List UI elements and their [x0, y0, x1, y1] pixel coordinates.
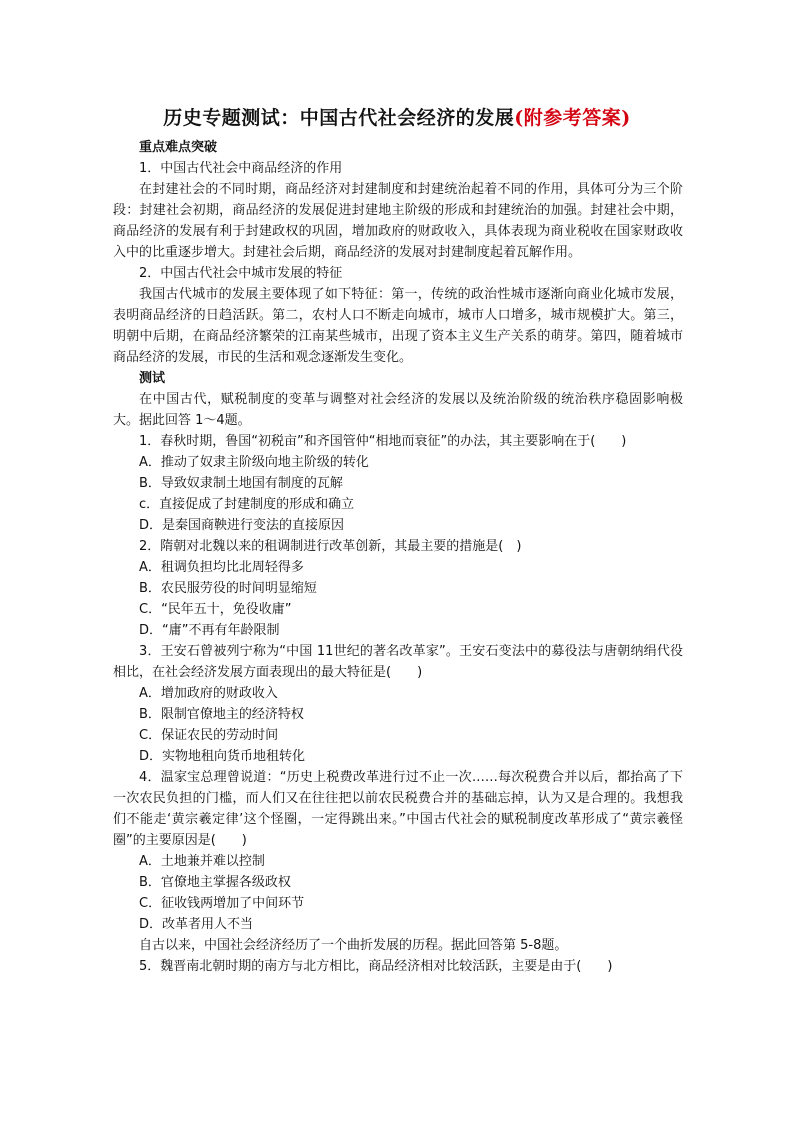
- option-a: A．土地兼并难以控制: [139, 854, 265, 869]
- option-b: B．农民服劳役的时间明显缩短: [139, 581, 317, 596]
- question-1: [113, 431, 683, 536]
- option-c: C．“民年五十，免役收庸”: [139, 602, 292, 617]
- question-stem: 3．王安石曾被列宁称为“中国 11世纪的著名改革家”。王安石变法中的募役法与唐朝纳绢代役相比，在社会经济发展方面表现出的最大特征是( ): [113, 644, 683, 680]
- question-stem: 2．隋朝对北魏以来的租调制进行改革创新，其最主要的措施是( ): [139, 539, 522, 554]
- point2-heading: 2．中国古代社会中城市发展的特征: [139, 266, 343, 281]
- question-group-intro-1: 在中国古代，赋税制度的变革与调整对社会经济的发展以及统治阶级的统治秩序稳固影响极大。据此回答 1～4题。: [113, 392, 683, 428]
- question-4: [113, 767, 683, 935]
- option-b: B．导致奴隶制土地国有制度的瓦解: [139, 476, 343, 491]
- question-group-intro-2: 自古以来，中国社会经济经历了一个曲折发展的历程。据此回答第 5-8题。: [139, 938, 568, 953]
- question-stem: 1．春秋时期，鲁国“初税亩”和齐国管仲“相地而衰征”的办法，其主要影响在于( ): [139, 434, 627, 449]
- option-c: C．征收钱两增加了中间环节: [139, 896, 305, 911]
- question-5-stem: 5．魏晋南北朝时期的南方与北方相比，商品经济相对比较活跃，主要是由于( ): [139, 959, 613, 974]
- point1-paragraph: 在封建社会的不同时期，商品经济对封建制度和封建统治起着不同的作用，具体可分为三个阶段：封建社会初期，商品经济的发展促进封建地主阶级的形成和封建统治的加强。封建社会中期，商品经济的发展有利于封建政权的巩固，增加政府的财政收入，具体表现为商业税收在国家财政收入中的比重逐步增大。封建社会后期，商品经济的发展对封建制度起着瓦解作用。: [113, 182, 683, 260]
- option-d: D．实物地租向货币地租转化: [139, 749, 306, 764]
- option-d: D．改革者用人不当: [139, 917, 254, 932]
- option-a: A．增加政府的财政收入: [139, 686, 278, 701]
- question-stem: 4．温家宝总理曾说道：“历史上税费改革进行过不止一次……每次税费合并以后，都抬高了下一次农民负担的门槛，而人们又在往往把以前农民税费合并的基础忘掉，认为又是合理的。我想我们不能走‘黄宗羲定律’这个怪圈，一定得跳出来。”中国古代社会的赋税制度改革形成了“黄宗羲怪圈”的主要原因是( ): [113, 770, 683, 848]
- document-body: [113, 137, 683, 977]
- question-2: [113, 536, 683, 641]
- section-heading-key-points: 重点难点突破: [139, 140, 218, 155]
- option-d: D．“庸”不再有年龄限制: [139, 623, 280, 638]
- option-c: C．保证农民的劳动时间: [139, 728, 279, 743]
- point2-paragraph: 我国古代城市的发展主要体现了如下特征：第一，传统的政治性城市逐渐向商业化城市发展，表明商品经济的日趋活跃。第二，农村人口不断走向城市，城市人口增多，城市规模扩大。第三，明朝中后期，在商品经济繁荣的江南某些城市，出现了资本主义生产关系的萌芽。第四，随着城市商品经济的发展，市民的生活和观念逐渐发生变化。: [113, 287, 683, 365]
- option-c: c．直接促成了封建制度的形成和确立: [139, 497, 355, 512]
- title-main: 历史专题测试：中国古代社会经济的发展: [163, 107, 515, 129]
- question-3: [113, 641, 683, 767]
- option-b: B．官僚地主掌握各级政权: [139, 875, 291, 890]
- option-d: D．是秦国商鞅进行变法的直接原因: [139, 518, 345, 533]
- option-a: A．租调负担均比北周轻得多: [139, 560, 304, 575]
- option-a: A．推动了奴隶主阶级向地主阶级的转化: [139, 455, 369, 470]
- section-heading-test: 测试: [139, 371, 166, 386]
- title-answer-note: (附参考答案): [514, 107, 631, 129]
- point1-heading: 1．中国古代社会中商品经济的作用: [139, 161, 343, 176]
- page-title: [0, 104, 794, 132]
- option-b: B．限制官僚地主的经济特权: [139, 707, 304, 722]
